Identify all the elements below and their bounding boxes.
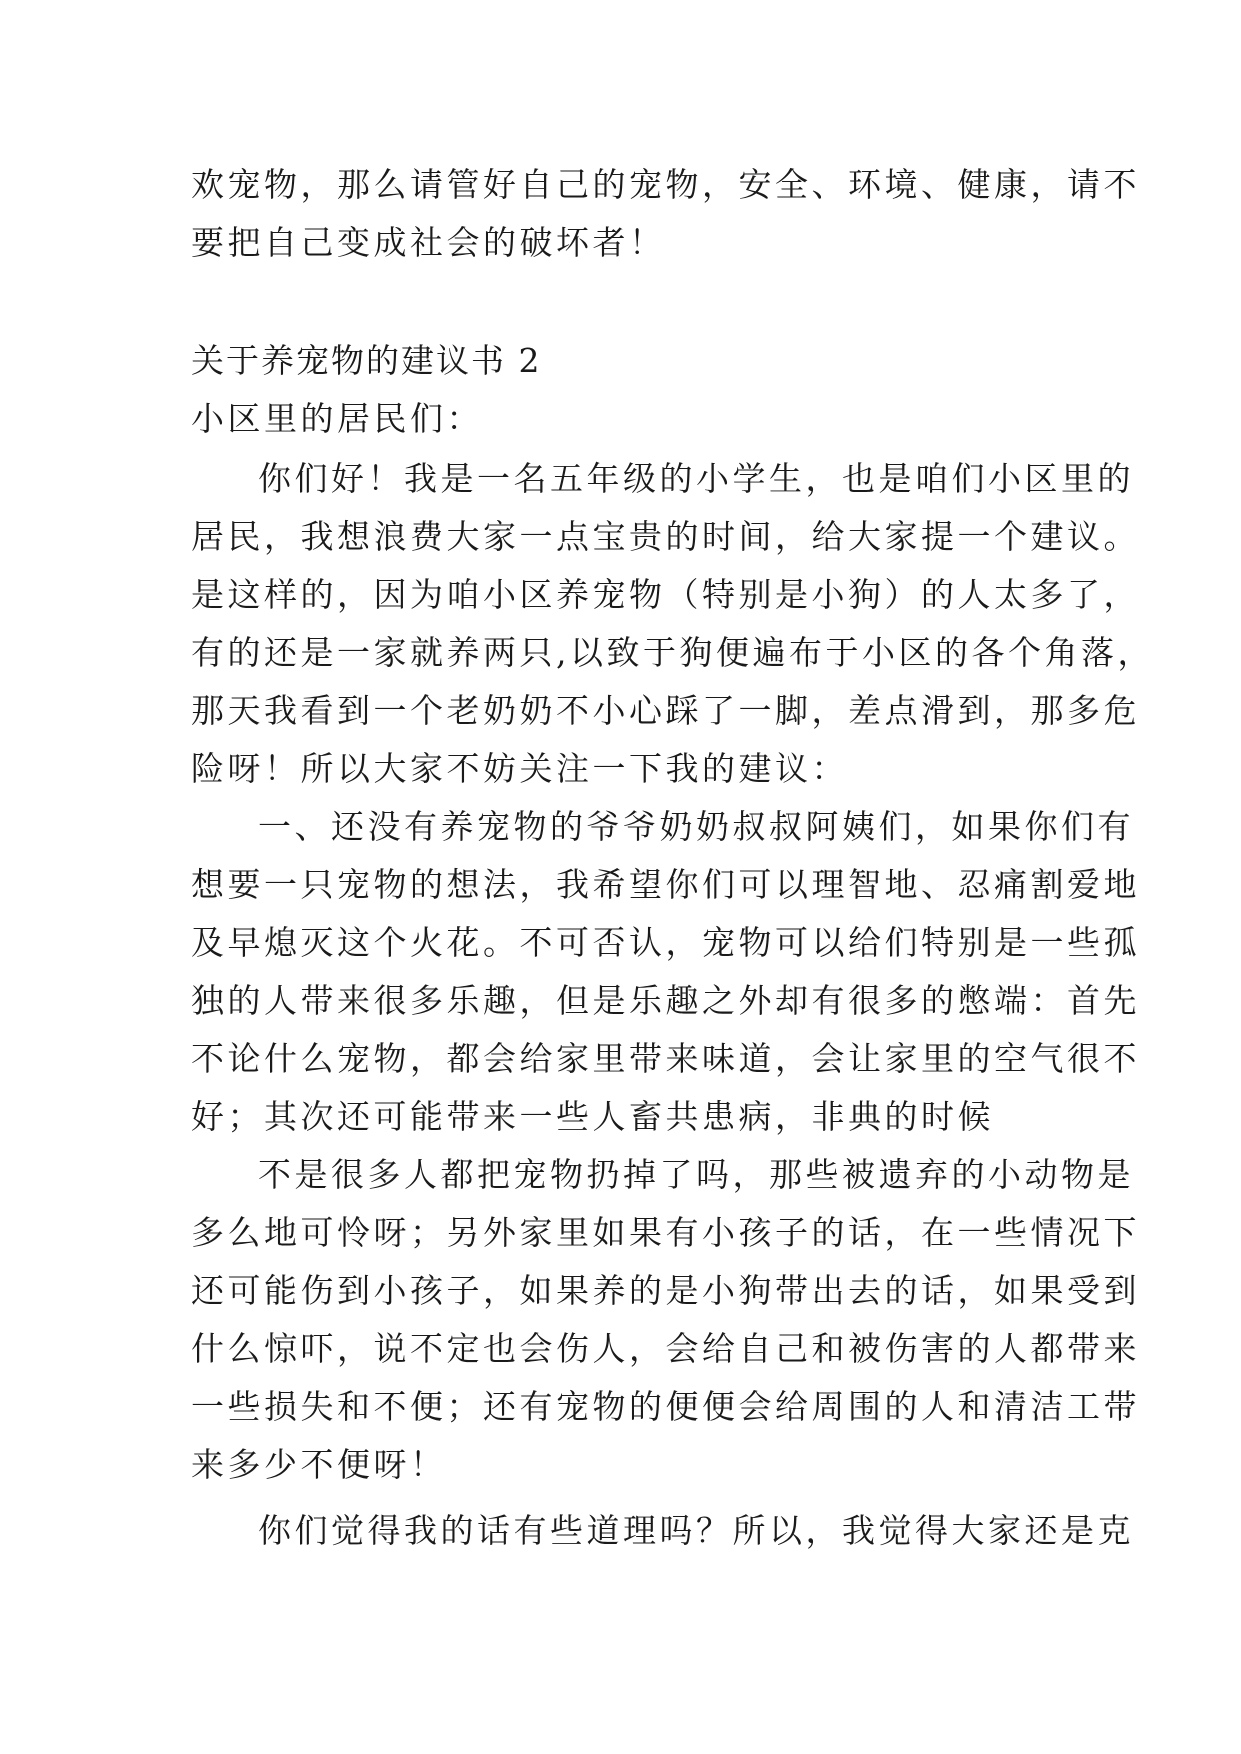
paragraph-line: 不论什么宠物，都会给家里带来味道，会让家里的空气很不 [191,1039,1140,1078]
paragraph-line: 想要一只宠物的想法，我希望你们可以理智地、忍痛割爱地 [191,865,1140,904]
section-title: 关于养宠物的建议书 2 [191,341,542,380]
paragraph-line: 你们好！我是一名五年级的小学生，也是咱们小区里的 [258,459,1134,498]
paragraph-line: 不是很多人都把宠物扔掉了吗，那些被遗弃的小动物是 [258,1155,1134,1194]
paragraph-line: 还可能伤到小孩子，如果养的是小狗带出去的话，如果受到 [191,1271,1140,1310]
paragraph-line: 有的还是一家就养两只,以致于狗便遍布于小区的各个角落， [191,633,1154,672]
paragraph-line: 来多少不便呀！ [191,1445,447,1484]
paragraph-line: 要把自己变成社会的破坏者！ [191,223,666,262]
paragraph-line: 一些损失和不便；还有宠物的便便会给周围的人和清洁工带 [191,1387,1140,1426]
paragraph-line: 及早熄灭这个火花。不可否认，宠物可以给们特别是一些孤 [191,923,1140,962]
paragraph-line: 一、还没有养宠物的爷爷奶奶叔叔阿姨们，如果你们有 [258,807,1134,846]
paragraph-line: 是这样的，因为咱小区养宠物（特别是小狗）的人太多了， [191,575,1140,614]
paragraph-line: 居民，我想浪费大家一点宝贵的时间，给大家提一个建议。 [191,517,1140,556]
paragraph-line: 你们觉得我的话有些道理吗？所以，我觉得大家还是克 [258,1511,1134,1550]
paragraph-line: 欢宠物，那么请管好自己的宠物，安全、环境、健康，请不 [191,165,1140,204]
paragraph-line: 好；其次还可能带来一些人畜共患病，非典的时候 [191,1097,994,1136]
paragraph-line: 多么地可怜呀；另外家里如果有小孩子的话，在一些情况下 [191,1213,1140,1252]
paragraph-line: 险呀！所以大家不妨关注一下我的建议： [191,749,848,788]
paragraph-line: 什么惊吓，说不定也会伤人，会给自己和被伤害的人都带来 [191,1329,1140,1368]
salutation: 小区里的居民们： [191,399,483,438]
paragraph-line: 那天我看到一个老奶奶不小心踩了一脚，差点滑到，那多危 [191,691,1140,730]
paragraph-line: 独的人带来很多乐趣，但是乐趣之外却有很多的憋端：首先 [191,981,1140,1020]
